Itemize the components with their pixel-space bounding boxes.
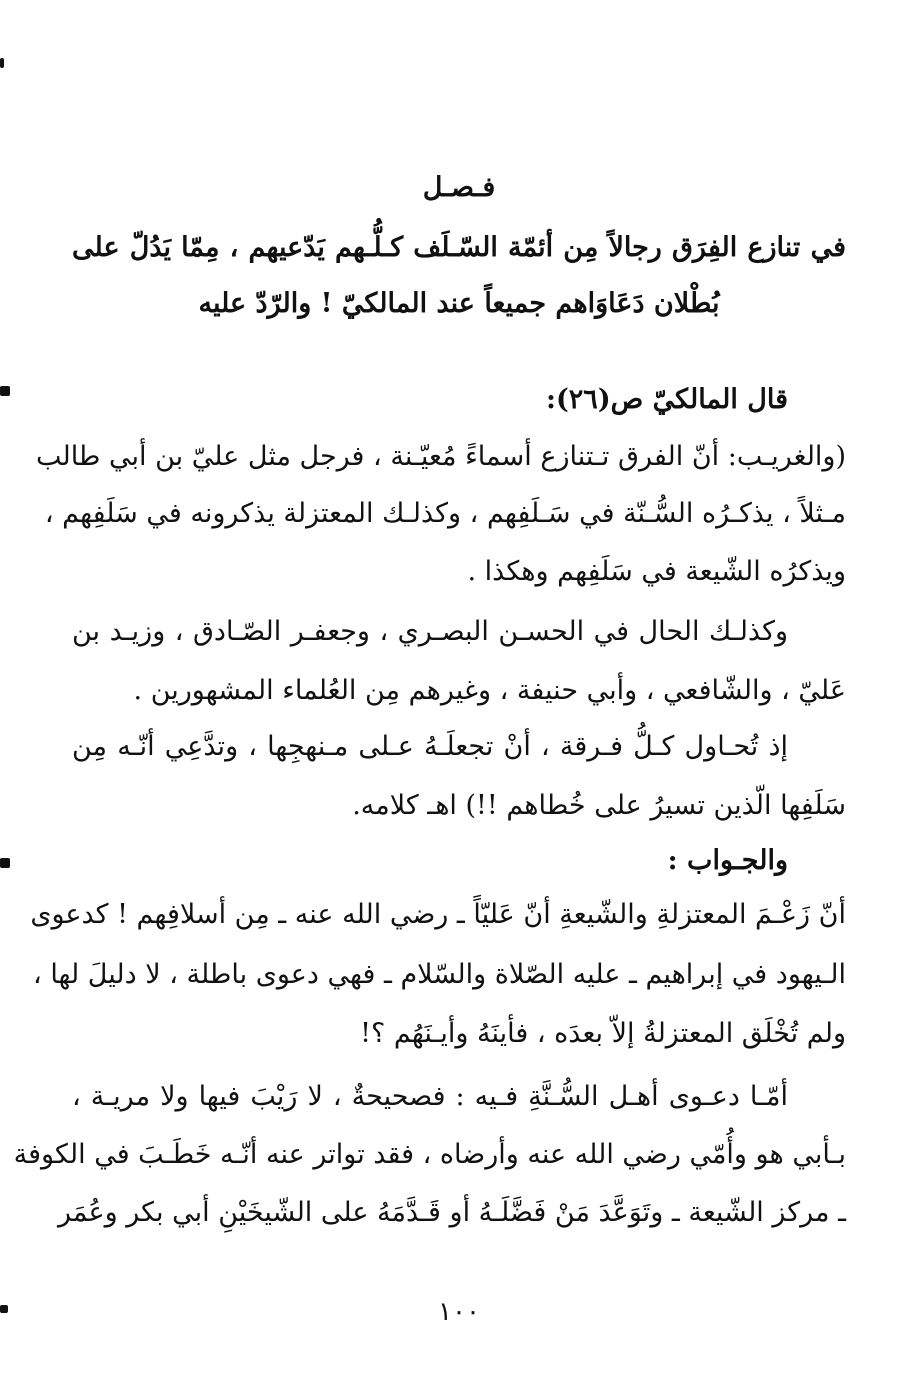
- scan-edge-mark: [0, 1305, 8, 1313]
- text-line: سَلَفِها الّذين تسيرُ على خُطاهم !!) اهـ كلامه.: [352, 790, 846, 821]
- scan-edge-mark: [0, 386, 10, 396]
- text-line: مـثلاً ، يذكـرُه السُّـنّة في سَـلَفِهم ، وكذلـك المعتزلة يذكرونه في سَلَفِهم ،: [44, 498, 846, 529]
- section-subtitle-line-2: بُطْلان دَعَاوَاهم جميعاً عند المالكيّ ! والرّدّ عليه: [198, 288, 720, 319]
- text-line: أنّ زَعْـمَ المعتزلةِ والشّيعةِ أنّ عَليّاً ـ رضي الله عنه ـ مِن أسلافِهم ! كدعوى: [30, 899, 846, 930]
- text-line: الـيهود في إبراهيم ـ عليه الصّلاة والسّلام ـ فهي دعوى باطلة ، لا دليلَ لها ،: [33, 959, 846, 990]
- text-line: أمّـا دعـوى أهـل السُّـنَّةِ فـيه : فصحيحةٌ ، لا رَيْبَ فيها ولا مريـة ،: [72, 1081, 788, 1112]
- text-line: ولم تُخْلَق المعتزلةُ إلاّ بعدَه ، فأينَهُ وأيـنَهُم ؟!: [360, 1018, 846, 1049]
- text-line: (والغريـب: أنّ الفرق تـتنازع أسماءً مُعيّـنة ، فرجل مثل عليّ بن أبي طالب: [35, 441, 846, 472]
- section-title: فـصـل: [422, 172, 496, 203]
- quote-intro: قال المالكيّ ص(٢٦):: [546, 384, 788, 415]
- text-line: وكذلـك الحال في الحسـن البصـري ، وجعفـر الصّـادق ، وزيـد بن: [72, 616, 788, 647]
- page-number: ١٠٠: [438, 1297, 480, 1327]
- section-subtitle-line-1: في تنازع الفِرَق رجالاً مِن أئمّة السّـلَف كـلُّـهم يَدّعيهم ، مِمّا يَدُلّ على: [72, 232, 846, 263]
- text-line: ـ مركز الشّيعة ـ وتَوَعَّدَ مَنْ فَضَّلَـهُ أو قَـدَّمَهُ على الشّيخَيْنِ أبي بكر وعُمَر: [57, 1197, 846, 1228]
- scan-edge-mark: [0, 58, 4, 68]
- answer-heading: والجـواب :: [667, 845, 788, 876]
- text-line: بـأبي هو وأُمّي رضي الله عنه وأرضاه ، فقد تواتر عنه أنّـه خَطَـبَ في الكوفة: [13, 1139, 846, 1170]
- text-line: عَليّ ، والشّافعي ، وأبي حنيفة ، وغيرهم مِن العُلماء المشهورين .: [133, 675, 846, 706]
- text-line: ويذكرُه الشّيعة في سَلَفِهم وهكذا .: [467, 556, 846, 587]
- scan-edge-mark: [0, 858, 10, 868]
- text-line: إذ تُحـاول كـلُّ فـرقة ، أنْ تجعلَـهُ عـلى مـنهجِها ، وتدَّعِي أنّـه مِن: [72, 731, 788, 762]
